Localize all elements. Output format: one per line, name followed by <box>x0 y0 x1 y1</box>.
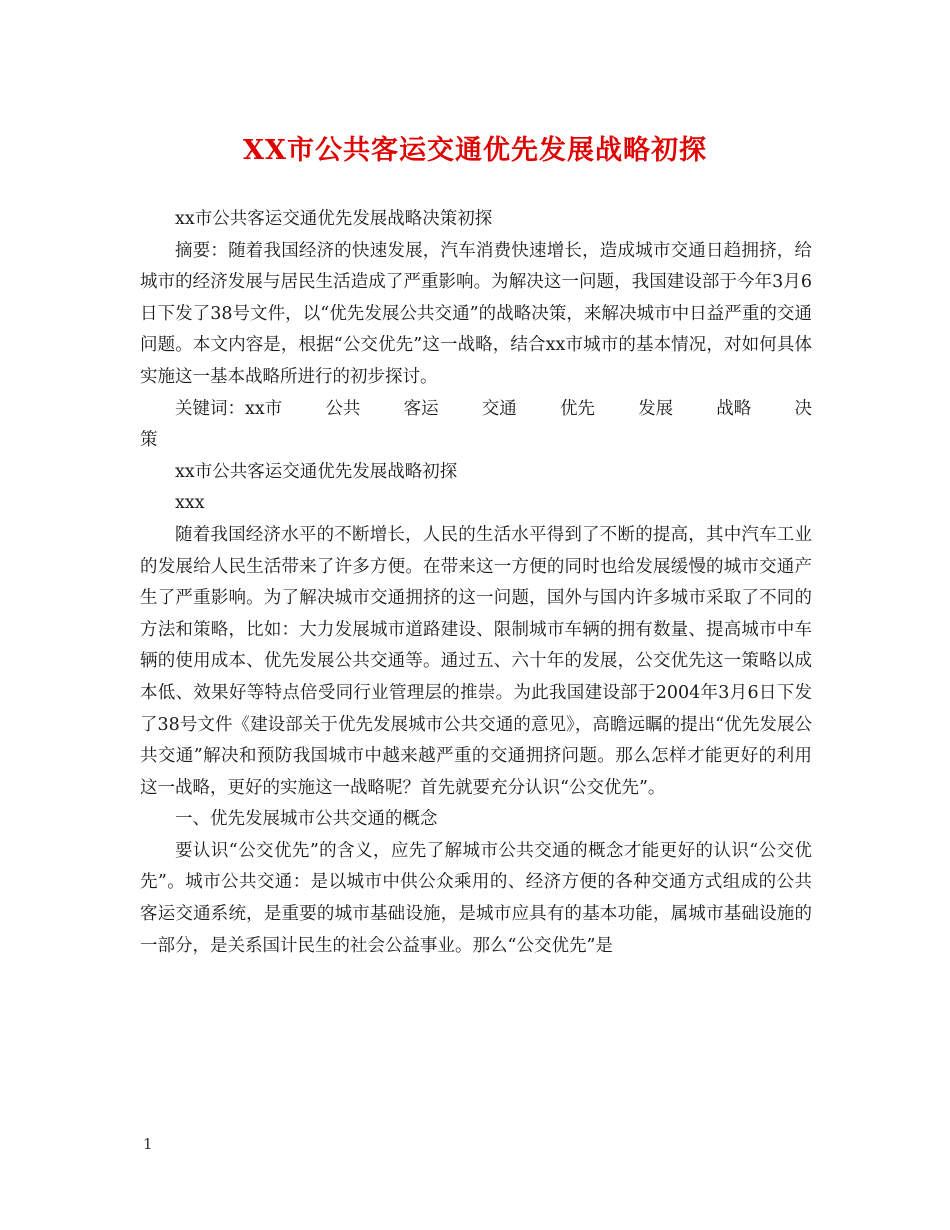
keyword-item: 战略 <box>716 398 752 419</box>
keyword-item: 客运 <box>403 398 439 419</box>
keywords-line <box>140 394 812 426</box>
author-line: xxx <box>175 493 205 514</box>
keyword-item: 优先 <box>559 398 595 419</box>
keywords-label: 关键词：xx市 <box>175 398 283 419</box>
repeat-heading: xx市公共客运交通优先发展战略初探 <box>175 461 458 482</box>
page-number: 1 <box>143 1135 153 1153</box>
section-heading-1: 一、优先发展城市公共交通的概念 <box>175 809 438 830</box>
document-title: XX市公共客运交通优先发展战略初探 <box>243 135 707 166</box>
body-paragraph-2: 要认识“公交优先”的含义，应先了解城市公共交通的概念才能更好的认识“公交优先”。城市公共交通：是以城市中供公众乘用的、经济方便的各种交通方式组成的公共客运交通系统，是重要的城市基础设施，是城市应具有的基本功能，属城市基础设施的一部分，是关系国计民生的社会公益事业。那么“公交优先”是 <box>140 840 812 956</box>
keyword-item: 发展 <box>638 398 674 419</box>
keyword-item: 公共 <box>325 398 361 419</box>
keyword-item: 交通 <box>481 398 517 419</box>
subtitle-line: xx市公共客运交通优先发展战略决策初探 <box>175 209 493 229</box>
abstract-paragraph: 摘要：随着我国经济的快速发展，汽车消费快速增长，造成城市交通日趋拥挤，给城市的经济发展与居民生活造成了严重影响。为解决这一问题，我国建设部于今年3月6日下发了38号文件，以“优先发展公共交通”的战略决策，来解决城市中日益严重的交通问题。本文内容是，根据“公交优先”这一战略，结合xx市城市的基本情况，对如何具体实施这一基本战略所进行的初步探讨。 <box>140 240 812 387</box>
keywords-tail: 策 <box>140 430 158 451</box>
body-paragraph-1: 随着我国经济水平的不断增长，人民的生活水平得到了不断的提高，其中汽车工业的发展给人民生活带来了许多方便。在带来这一方便的同时也给发展缓慢的城市交通产生了严重影响。为了解决城市交通拥挤的这一问题，国外与国内许多城市采取了不同的方法和策略，比如：大力发展城市道路建设、限制城市车辆的拥有数量、提高城市中车辆的使用成本、优先发展公共交通等。通过五、六十年的发展，公交优先这一策略以成本低、效果好等特点倍受同行业管理层的推崇。为此我国建设部于2004年3月6日下发了38号文件《建设部关于优先发展城市公共交通的意见》，高瞻远瞩的提出“优先发展公共交通”解决和预防我国城市中越来越严重的交通拥挤问题。那么怎样才能更好的利用这一战略，更好的实施这一战略呢？首先就要充分认识“公交优先”。 <box>140 524 812 798</box>
document-body <box>140 204 812 962</box>
keyword-item: 决 <box>794 398 812 419</box>
